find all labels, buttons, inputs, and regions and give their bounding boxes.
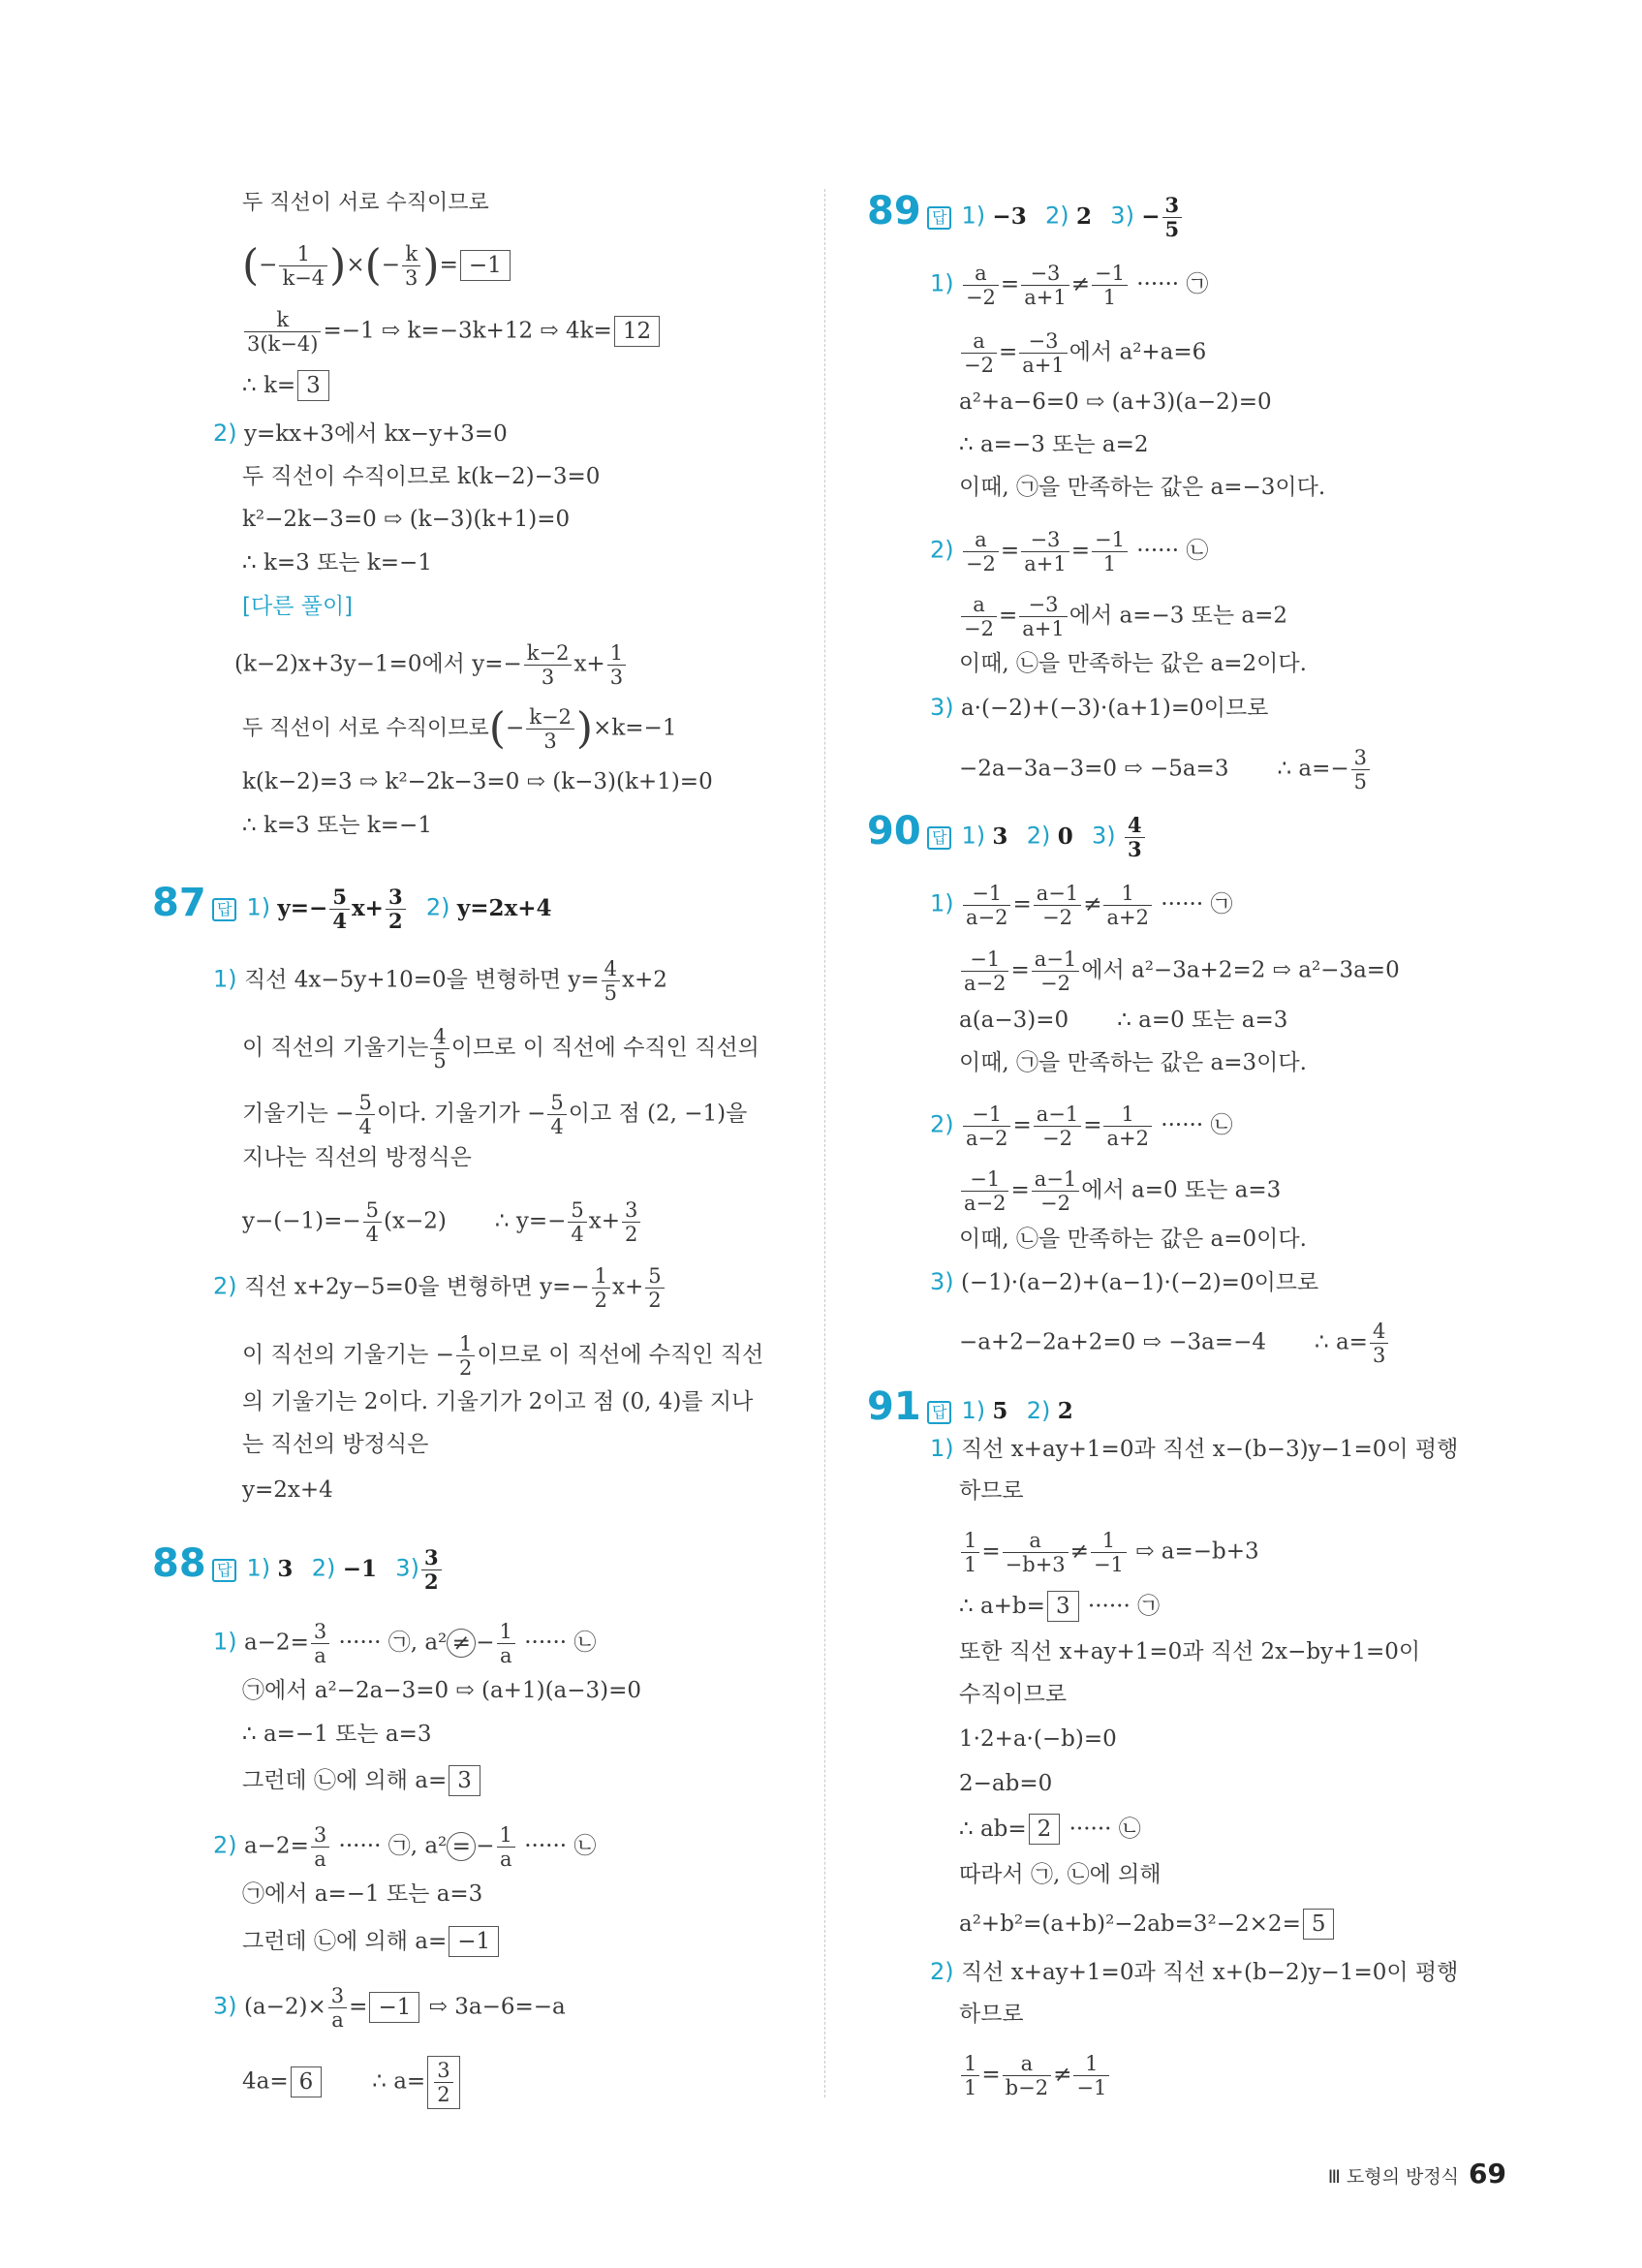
p90-line8: 3) (−1)·(a−2)+(a−1)·(−2)=0이므로 <box>930 1268 1319 1295</box>
fraction: $\frac{1}{2}$ <box>456 1332 475 1380</box>
page-number: 69 <box>1469 2158 1506 2190</box>
p86-line5: 2) y=kx+3에서 kx−y+3=0 <box>213 419 508 447</box>
fraction: $\frac{a-1}{-2}$ <box>1034 882 1081 929</box>
p88-answer-header: 답 1) 3 2) −1 3) $\frac{3}{2}$ <box>206 1546 455 1594</box>
fraction: $\frac{4}{3}$ <box>1125 814 1145 861</box>
page-footer <box>1328 2158 1506 2190</box>
fraction: $\frac{a}{-b+3}$ <box>1003 1529 1069 1576</box>
p88-line6: ㉠에서 a=−1 또는 a=3 <box>242 1881 483 1907</box>
p88-line5: 2) a−2= $\frac{3}{a}$ ······ ㉠, a² = − $\frac{1}{a}$ ······ ㉡ <box>213 1823 597 1871</box>
fraction: $\frac{k-2}{3}$ <box>526 705 574 753</box>
fraction: $\frac{a}{-2}$ <box>963 528 999 575</box>
fraction: $\frac{k}{3(k-4)}$ <box>244 308 321 356</box>
problem-number-88: 88 <box>152 1541 206 1586</box>
answer-box: 5 <box>1303 1909 1335 1940</box>
fraction: $\frac{-3}{a+1}$ <box>1021 262 1069 309</box>
answer-badge: 답 <box>927 826 951 850</box>
p87-line9: 는 직선의 방정식은 <box>242 1432 429 1457</box>
alt-solution-label: [다른 풀이] <box>242 594 354 619</box>
p90-answer-header: 답 1) 3 2) 0 3) $\frac{4}{3}$ <box>921 814 1159 861</box>
p87-line1: 1) 직선 4x−5y+10=0을 변형하면 y= $\frac{4}{5}$ x+2 <box>213 957 667 1005</box>
p87-answer-header: 답 1) y=− $\frac{5}{4}$ x+ $\frac{3}{2}$ 2) y=2x+4 <box>206 885 563 933</box>
answer-box: 6 <box>291 2066 323 2097</box>
fraction: $\frac{1}{a}$ <box>497 1620 515 1667</box>
p90-line2: $\frac{-1}{a-2}$ = $\frac{a-1}{-2}$ 에서 a²−3a+2=2 ⇨ a²−3a=0 <box>959 948 1400 995</box>
p89-line4: ∴ a=−3 또는 a=2 <box>959 432 1149 457</box>
fraction: $\frac{3}{5}$ <box>1162 194 1183 241</box>
p91-line6: 수직이므로 <box>959 1682 1068 1707</box>
answer-box <box>427 2056 459 2109</box>
p88-line7: 그런데 ㉡에 의해 a= −1 <box>242 1926 501 1957</box>
fraction: $\frac{a-1}{-2}$ <box>1032 1167 1079 1215</box>
p89-line6: 2) $\frac{a}{-2}$ = $\frac{-3}{a+1}$ = $\frac{-1}{1}$ ······ ㉡ <box>930 528 1209 575</box>
chapter-title: Ⅲ 도형의 방정식 <box>1327 2166 1460 2188</box>
fraction: $\frac{5}{4}$ <box>568 1198 586 1246</box>
p86-line10: 두 직선이 서로 수직이므로(− $\frac{k-2}{3}$ )×k=−1 <box>242 703 677 754</box>
fraction: $\frac{3}{a}$ <box>328 1984 347 2032</box>
p89-line2: $\frac{a}{-2}$ = $\frac{-3}{a+1}$ 에서 a²+a=6 <box>959 329 1206 377</box>
fraction: $\frac{3}{5}$ <box>1351 746 1370 793</box>
problem-number-89: 89 <box>867 189 921 233</box>
fraction: $\frac{-1}{a-2}$ <box>963 1103 1010 1150</box>
fraction: $\frac{-3}{a+1}$ <box>1021 528 1069 575</box>
fraction: $\frac{1}{k-4}$ <box>279 242 327 290</box>
fraction: $\frac{-1}{1}$ <box>1092 528 1128 575</box>
p87-line7: 이 직선의 기울기는 − $\frac{1}{2}$ 이므로 이 직선에 수직인 직선 <box>242 1332 764 1380</box>
p89-line1: 1) $\frac{a}{-2}$ = $\frac{-3}{a+1}$ ≠ $\frac{-1}{1}$ ······ ㉠ <box>930 262 1209 309</box>
answer-box: 3 <box>449 1765 480 1796</box>
p89-answer-header: 답 1) −3 2) 2 3) − $\frac{3}{5}$ <box>921 194 1195 241</box>
fraction: $\frac{-3}{a+1}$ <box>1019 593 1067 640</box>
circled-symbol: = <box>447 1832 476 1861</box>
p88-line4: 그런데 ㉡에 의해 a= 3 <box>242 1765 482 1796</box>
answer-badge: 답 <box>927 1401 951 1424</box>
fraction: $\frac{1}{1}$ <box>961 1529 979 1576</box>
p86-line4: ∴ k= 3 <box>242 370 331 401</box>
column-divider <box>824 189 825 2097</box>
fraction: $\frac{1}{1}$ <box>961 2052 979 2099</box>
fraction: $\frac{-1}{a-2}$ <box>961 1167 1008 1215</box>
p87-line10: y=2x+4 <box>242 1477 333 1503</box>
fraction: $\frac{4}{3}$ <box>1370 1320 1388 1367</box>
p86-line1: 두 직선이 서로 수직이므로 <box>242 191 489 215</box>
fraction: $\frac{5}{4}$ <box>329 885 350 933</box>
fraction: $\frac{1}{2}$ <box>592 1264 610 1312</box>
p87-line4: 지나는 직선의 방정식은 <box>242 1145 472 1170</box>
answer-box: 3 <box>297 370 329 401</box>
p87-line6: 2) 직선 x+2y−5=0을 변형하면 y=− $\frac{1}{2}$ x+ $\frac{5}{2}$ <box>213 1264 666 1312</box>
fraction: $\frac{k-2}{3}$ <box>524 641 573 689</box>
p87-line2: 이 직선의 기울기는 $\frac{4}{5}$ 이므로 이 직선에 수직인 직선의 <box>242 1025 759 1072</box>
p86-line11: k(k−2)=3 ⇨ k²−2k−3=0 ⇨ (k−3)(k+1)=0 <box>242 769 713 794</box>
p91-line9: ∴ ab= 2 ······ ㉡ <box>959 1814 1141 1845</box>
fraction: $\frac{1}{-1}$ <box>1073 2052 1109 2099</box>
p89-line7: $\frac{a}{-2}$ = $\frac{-3}{a+1}$ 에서 a=−3 또는 a=2 <box>959 593 1287 640</box>
answer-box: −1 <box>460 250 511 281</box>
p90-line9: −a+2−2a+2=0 ⇨ −3a=−4 ∴ a= $\frac{4}{3}$ <box>959 1320 1390 1367</box>
p89-line9: 3) a·(−2)+(−3)·(a+1)=0이므로 <box>930 694 1269 721</box>
p89-line3: a²+a−6=0 ⇨ (a+3)(a−2)=0 <box>959 389 1272 415</box>
fraction: $\frac{4}{5}$ <box>602 957 620 1005</box>
fraction: $\frac{3}{2}$ <box>622 1198 640 1246</box>
p90-line4: 이때, ㉠을 만족하는 값은 a=3이다. <box>959 1050 1307 1075</box>
p88-line2: ㉠에서 a²−2a−3=0 ⇨ (a+1)(a−3)=0 <box>242 1678 642 1703</box>
fraction: $\frac{3}{a}$ <box>311 1823 329 1871</box>
fraction: $\frac{-1}{a-2}$ <box>963 882 1010 929</box>
answer-box: −1 <box>369 1992 419 2023</box>
fraction: $\frac{-3}{a+1}$ <box>1019 329 1067 377</box>
fraction: $\frac{a}{b-2}$ <box>1003 2052 1051 2099</box>
fraction: $\frac{1}{3}$ <box>607 641 626 689</box>
p88-line8: 3) (a−2)× $\frac{3}{a}$ = −1 ⇨ 3a−6=−a <box>213 1984 566 2032</box>
fraction: $\frac{-1}{a-2}$ <box>961 948 1008 995</box>
p89-line10: −2a−3a−3=0 ⇨ −5a=3 ∴ a=− $\frac{3}{5}$ <box>959 746 1372 793</box>
fraction: $\frac{a-1}{-2}$ <box>1034 1103 1081 1150</box>
p91-line10: 따라서 ㉠, ㉡에 의해 <box>959 1862 1162 1887</box>
p88-line9: 4a= 6 ∴ a= $\frac{3}{2}$ <box>242 2056 462 2109</box>
circled-symbol: ≠ <box>447 1629 476 1658</box>
p86-line9: (k−2)x+3y−1=0에서 y=− $\frac{k-2}{3}$ x+ $\frac{1}{3}$ <box>234 641 628 689</box>
problem-number-90: 90 <box>867 809 921 854</box>
p86-line8: ∴ k=3 또는 k=−1 <box>242 550 432 575</box>
p91-line11: a²+b²=(a+b)²−2ab=3²−2×2= 5 <box>959 1909 1336 1940</box>
p86-line7: k²−2k−3=0 ⇨ (k−3)(k+1)=0 <box>242 507 571 532</box>
fraction: $\frac{1}{a}$ <box>497 1823 515 1871</box>
fraction: $\frac{k}{3}$ <box>402 242 420 290</box>
fraction: $\frac{3}{2}$ <box>421 1546 442 1594</box>
p87-line5: y−(−1)=− $\frac{5}{4}$ (x−2) ∴ y=− $\frac{5}{4}$ x+ $\frac{3}{2}$ <box>242 1198 642 1246</box>
p91-answer-header: 답 1) 5 2) 2 <box>921 1389 1085 1433</box>
fraction: $\frac{a-1}{-2}$ <box>1032 948 1079 995</box>
problem-number-91: 91 <box>867 1384 921 1429</box>
p87-line3: 기울기는 − $\frac{5}{4}$ 이다. 기울기가 − $\frac{5}{4}$ 이고 점 (2, −1)을 <box>242 1091 748 1138</box>
p88-line1: 1) a−2= $\frac{3}{a}$ ······ ㉠, a² ≠ − $\frac{1}{a}$ ······ ㉡ <box>213 1620 597 1667</box>
p89-line5: 이때, ㉠을 만족하는 값은 a=−3이다. <box>959 475 1326 500</box>
p91-line7: 1·2+a·(−b)=0 <box>959 1726 1117 1752</box>
fraction: $\frac{5}{4}$ <box>356 1091 374 1138</box>
fraction: $\frac{-1}{1}$ <box>1092 262 1128 309</box>
p90-line7: 이때, ㉡을 만족하는 값은 a=0이다. <box>959 1227 1307 1252</box>
p91-line14: $\frac{1}{1}$ = $\frac{a}{b-2}$ ≠ $\frac{1}{-1}$ <box>959 2052 1111 2099</box>
p90-line6: $\frac{-1}{a-2}$ = $\frac{a-1}{-2}$ 에서 a=0 또는 a=3 <box>959 1167 1281 1215</box>
p91-line1: 1) 직선 x+ay+1=0과 직선 x−(b−3)y−1=0이 평행 <box>930 1435 1459 1462</box>
p88-line3: ∴ a=−1 또는 a=3 <box>242 1722 432 1747</box>
fraction: $\frac{1}{a+2}$ <box>1103 1103 1151 1150</box>
fraction: $\frac{5}{4}$ <box>363 1198 382 1246</box>
fraction: $\frac{a}{-2}$ <box>963 262 999 309</box>
p91-line13: 하므로 <box>959 2002 1024 2027</box>
fraction: $\frac{5}{4}$ <box>547 1091 566 1138</box>
p86-line2: (− $\frac{1}{k-4}$ )×(− $\frac{k}{3}$ )= −1 <box>242 242 512 290</box>
p91-line4: ∴ a+b= 3 ······ ㉠ <box>959 1591 1160 1622</box>
p90-line3: a(a−3)=0 ∴ a=0 또는 a=3 <box>959 1008 1288 1033</box>
fraction: $\frac{5}{2}$ <box>645 1264 664 1312</box>
answer-box: −1 <box>449 1926 499 1957</box>
answer-badge: 답 <box>927 206 951 230</box>
answer-badge: 답 <box>212 898 236 921</box>
answer-badge: 답 <box>212 1559 236 1582</box>
p86-line12: ∴ k=3 또는 k=−1 <box>242 813 432 838</box>
p90-line1: 1) $\frac{-1}{a-2}$ = $\frac{a-1}{-2}$ ≠ $\frac{1}{a+2}$ ······ ㉠ <box>930 882 1233 929</box>
fraction: $\frac{1}{a+2}$ <box>1103 882 1151 929</box>
p89-line8: 이때, ㉡을 만족하는 값은 a=2이다. <box>959 651 1307 676</box>
p90-line5: 2) $\frac{-1}{a-2}$ = $\frac{a-1}{-2}$ = $\frac{1}{a+2}$ ······ ㉡ <box>930 1103 1233 1150</box>
p91-line5: 또한 직선 x+ay+1=0과 직선 2x−by+1=0이 <box>959 1639 1421 1664</box>
fraction: $\frac{a}{-2}$ <box>961 329 997 377</box>
fraction: $\frac{3}{2}$ <box>434 2059 452 2106</box>
answer-box: 12 <box>614 316 660 347</box>
p87-line8: 의 기울기는 2이다. 기울기가 2이고 점 (0, 4)를 지나 <box>242 1389 754 1414</box>
p91-line2: 하므로 <box>959 1478 1024 1504</box>
problem-number-87: 87 <box>152 881 206 925</box>
p86-line6: 두 직선이 수직이므로 k(k−2)−3=0 <box>242 464 601 489</box>
answer-box: 3 <box>1047 1591 1079 1622</box>
p91-line3: $\frac{1}{1}$ = $\frac{a}{-b+3}$ ≠ $\frac{1}{-1}$ ⇨ a=−b+3 <box>959 1529 1259 1576</box>
answer-box: 2 <box>1029 1814 1061 1845</box>
p86-line3: $\frac{k}{3(k-4)}$ =−1 ⇨ k=−3k+12 ⇨ 4k= 12 <box>242 308 662 356</box>
fraction: $\frac{3}{a}$ <box>311 1620 329 1667</box>
p91-line12: 2) 직선 x+ay+1=0과 직선 x+(b−2)y−1=0이 평행 <box>930 1958 1459 1985</box>
fraction: $\frac{a}{-2}$ <box>961 593 997 640</box>
fraction: $\frac{1}{-1}$ <box>1091 1529 1127 1576</box>
p91-line8: 2−ab=0 <box>959 1771 1053 1796</box>
fraction: $\frac{4}{5}$ <box>430 1025 449 1072</box>
fraction: $\frac{3}{2}$ <box>386 885 406 933</box>
